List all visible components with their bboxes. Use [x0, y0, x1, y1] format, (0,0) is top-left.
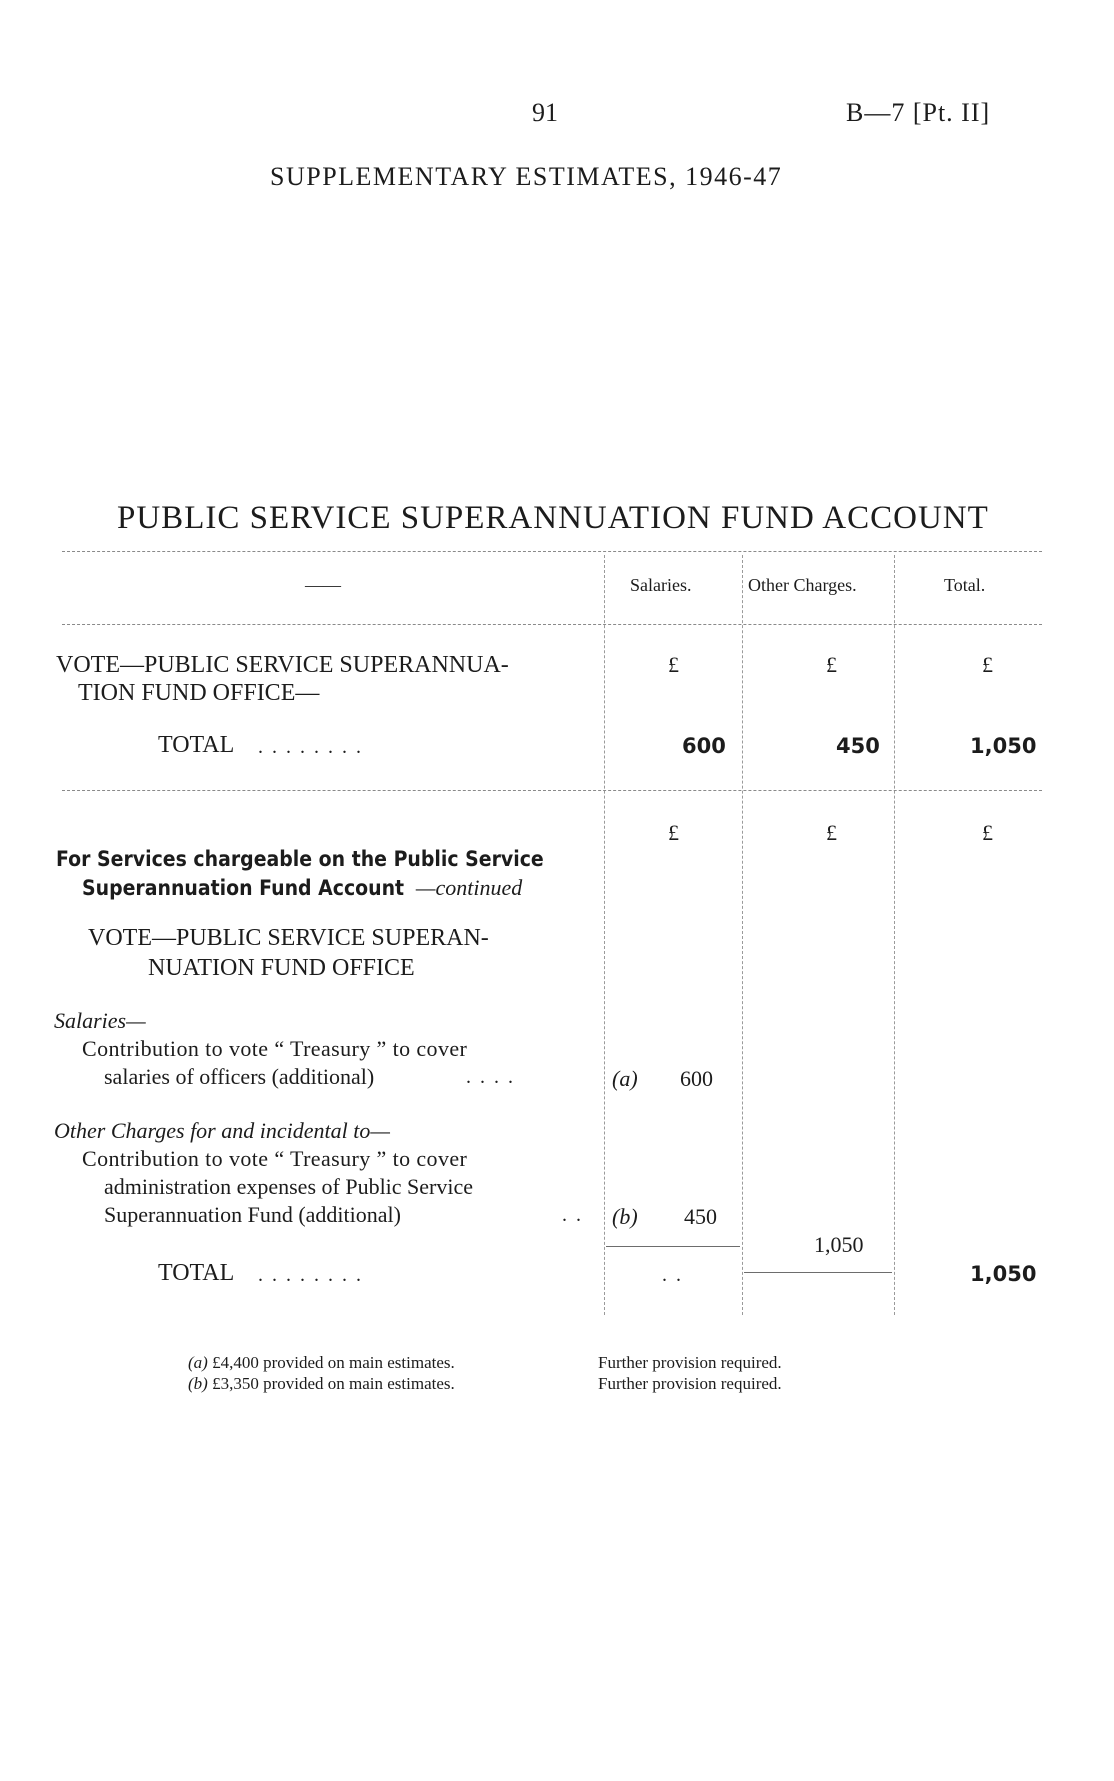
detail-total-value: 1,050	[970, 1262, 1037, 1286]
footnote-b-text: £3,350 provided on main estimates.	[212, 1374, 455, 1393]
detail-total-currency: £	[982, 820, 993, 845]
other-charges-column-rule	[742, 555, 743, 1315]
summary-total-leaders: . . . . . . . .	[258, 736, 363, 758]
salaries-subheading: Salaries—	[54, 1008, 146, 1033]
detail-total-leaders: . . . . . . . .	[258, 1264, 363, 1286]
other-item-line1: Contribution to vote “ Treasury ” to cover	[82, 1146, 468, 1171]
page-number: 91	[532, 98, 558, 127]
salaries-amount: 600	[680, 1066, 713, 1091]
other-amount: 450	[684, 1204, 717, 1229]
footnote-b-note: Further provision required.	[598, 1374, 782, 1393]
other-charges-column-header: Other Charges.	[748, 575, 857, 595]
table-top-rule	[62, 551, 1042, 552]
other-charges-subtotal-rule	[744, 1272, 892, 1273]
other-item-leaders: . .	[562, 1204, 583, 1226]
summary-salaries-currency: £	[668, 652, 679, 677]
salaries-item-line1: Contribution to vote “ Treasury ” to cover	[82, 1036, 468, 1061]
summary-other-charges-value: 450	[836, 734, 880, 758]
salaries-item-leaders: . . . .	[466, 1066, 515, 1088]
section-divider-rule	[62, 790, 1042, 791]
part-reference: B—7 [Pt. II]	[846, 98, 991, 127]
detail-other-currency: £	[826, 820, 837, 845]
footnote-a	[188, 1353, 455, 1373]
summary-total-label: TOTAL	[158, 732, 235, 758]
footnote-a-mark: (a)	[188, 1353, 208, 1372]
total-column-rule	[894, 555, 895, 1315]
salaries-column-header: Salaries.	[630, 575, 692, 595]
summary-salaries-value: 600	[682, 734, 726, 758]
document-title: SUPPLEMENTARY ESTIMATES, 1946-47	[270, 162, 783, 191]
services-heading-continued: —continued	[415, 875, 523, 900]
detail-total-label: TOTAL	[158, 1260, 235, 1286]
summary-vote-line1: VOTE—PUBLIC SERVICE SUPERANNUA-	[56, 652, 509, 678]
footnote-b	[188, 1374, 455, 1394]
table-header-rule	[62, 624, 1042, 625]
salaries-column-rule	[604, 555, 605, 1315]
other-item-line3: Superannuation Fund (additional)	[104, 1202, 401, 1227]
salaries-note-mark: (a)	[612, 1066, 638, 1091]
summary-total-currency: £	[982, 652, 993, 677]
total-column-header: Total.	[944, 575, 986, 595]
services-heading-line1: For Services chargeable on the Public Service	[56, 847, 544, 871]
other-item-line2: administration expenses of Public Service	[104, 1174, 474, 1199]
other-charges-subtotal: 1,050	[814, 1232, 864, 1257]
detail-vote-line1: VOTE—PUBLIC SERVICE SUPERAN-	[88, 925, 489, 951]
detail-salaries-total-placeholder: . .	[662, 1264, 683, 1286]
salaries-item-line2: salaries of officers (additional)	[104, 1064, 375, 1089]
footnote-a-text: £4,400 provided on main estimates.	[212, 1353, 455, 1372]
other-note-mark: (b)	[612, 1204, 638, 1229]
services-heading-account: Superannuation Fund Account	[82, 876, 405, 900]
detail-vote-line2: NUATION FUND OFFICE	[148, 955, 415, 981]
detail-salaries-currency: £	[668, 820, 679, 845]
salaries-subtotal-rule	[606, 1246, 740, 1247]
other-charges-subheading: Other Charges for and incidental to—	[54, 1118, 390, 1143]
label-column-header: ——	[305, 575, 341, 595]
footnote-a-note: Further provision required.	[598, 1353, 782, 1372]
account-title: PUBLIC SERVICE SUPERANNUATION FUND ACCOUNT	[117, 500, 989, 536]
summary-vote-line2: TION FUND OFFICE—	[78, 680, 320, 706]
summary-total-value: 1,050	[970, 734, 1037, 758]
footnote-b-mark: (b)	[188, 1374, 208, 1393]
summary-other-currency: £	[826, 652, 837, 677]
services-heading-line2	[82, 875, 546, 901]
